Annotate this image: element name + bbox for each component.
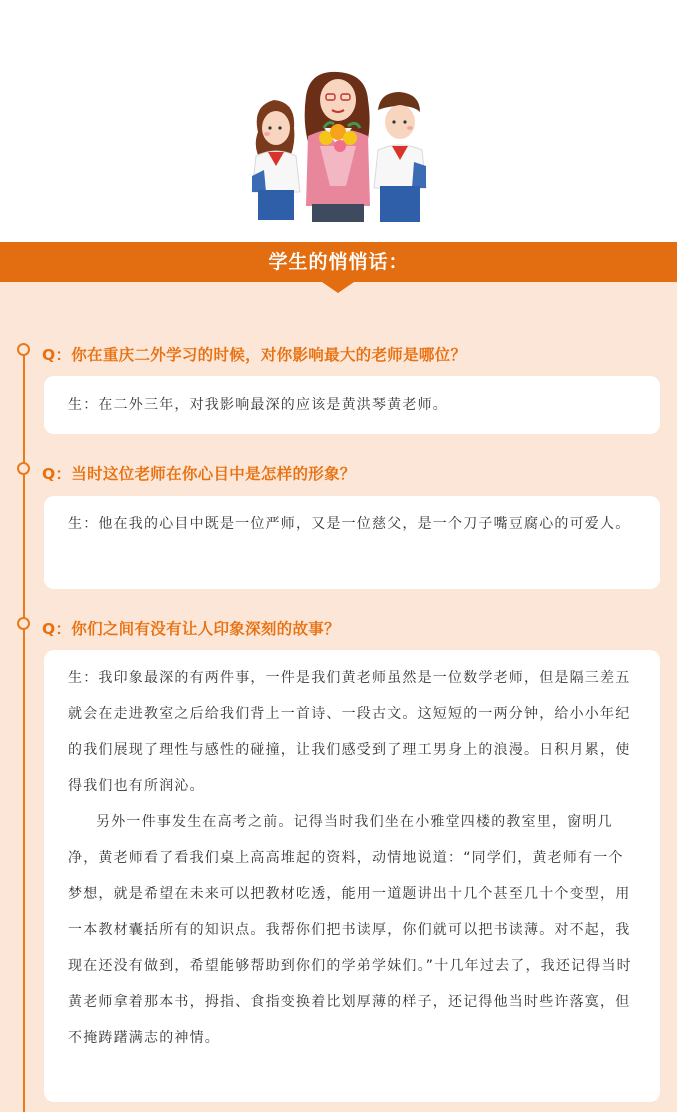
question-1: Q：你在重庆二外学习的时候，对你影响最大的老师是哪位？ — [42, 346, 467, 364]
answer-1-paragraph: 生：在二外三年，对我影响最深的应该是黄洪琴黄老师。 — [68, 397, 448, 413]
question-2: Q：当时这位老师在你心目中是怎样的形象？ — [42, 465, 356, 483]
answer-2-paragraph: 生：他在我的心目中既是一位严师，又是一位慈父，是一个刀子嘴豆腐心的可爱人。 — [68, 516, 631, 532]
timeline-dot — [17, 617, 30, 630]
girl-student-figure — [252, 100, 300, 220]
timeline-dot — [17, 462, 30, 475]
boy-student-figure — [374, 92, 426, 222]
question-3: Q：你们之间有没有让人印象深刻的故事？ — [42, 620, 340, 638]
answer-card-2 — [44, 496, 660, 589]
answer-3-paragraph-1: 生：我印象最深的有两件事，一件是我们黄老师虽然是一位数学老师，但是隔三差五就会在走进教室之后给我们背上一首诗、一段古文。这短短的一两分钟，给小小年纪的我们展现了理性与感性的碰撞，让我们感受到了理工男身上的浪漫。日积月累，使得我们也有所润沁。 — [68, 670, 631, 794]
answer-card-1 — [44, 376, 660, 434]
answer-card-3 — [44, 650, 660, 1102]
timeline-dot — [17, 343, 30, 356]
section-banner: 学生的悄悄话： — [0, 242, 677, 282]
banner-pointer — [322, 282, 354, 293]
answer-3-paragraph-2: 另外一件事发生在高考之前。记得当时我们坐在小雅堂四楼的教室里，窗明几净，黄老师看了看我们桌上高高堆起的资料，动情地说道：“同学们，黄老师有一个梦想，就是希望在未来可以把教材吃透，能用一道题讲出十几个甚至几十个变型，用一本教材囊括所有的知识点。我帮你们把书读厚，你们就可以把书读薄。对不起，我现在还没有做到，希望能够帮助到你们的学弟学妹们。”十几年过去了，我还记得当时黄老师拿着那本书，拇指、食指变换着比划厚薄的样子，还记得他当时些许落寞，但不掩踌躇满志的神情。 — [68, 814, 632, 1046]
teacher-students-illustration — [244, 66, 432, 222]
